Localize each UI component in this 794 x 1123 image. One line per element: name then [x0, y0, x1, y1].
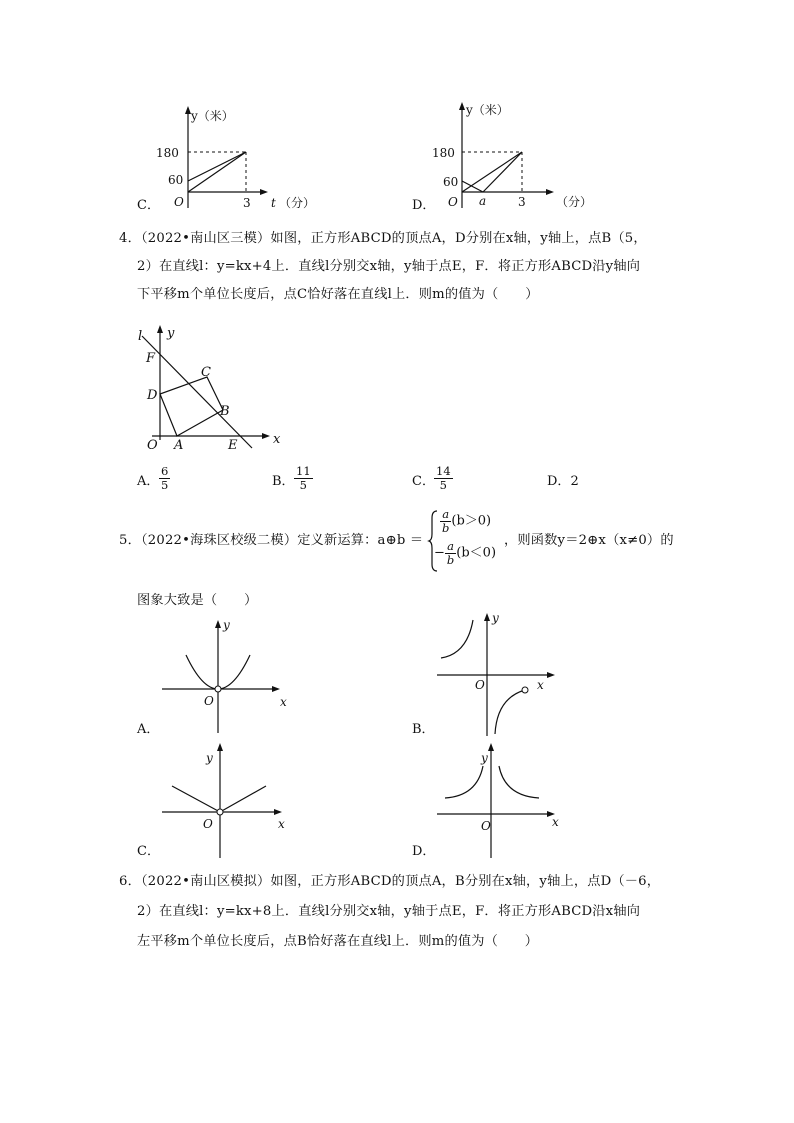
q5-suffix: ，则函数y＝2⊕x（x≠0）的	[504, 533, 674, 548]
label-y: y	[492, 611, 499, 625]
tick-a: a	[479, 194, 487, 208]
q4-option-d[interactable]: D．2	[547, 474, 579, 489]
label-A: A	[174, 438, 184, 453]
label-o: O	[475, 678, 485, 692]
q4-figure	[130, 322, 300, 452]
label-B: B	[220, 404, 230, 419]
option-letter: D．	[412, 198, 436, 213]
q5-prefix: 5．（2022•海珠区校级二模）定义新运算：a⊕b ＝	[119, 533, 424, 548]
q5-graph-a	[150, 615, 310, 735]
q5-option-b-letter[interactable]: B．	[412, 722, 435, 737]
q4-option-a-fraction: $\frac{6}{5}$	[161, 464, 169, 492]
q4-option-a[interactable]: A．	[137, 474, 160, 489]
tick-3: 3	[518, 195, 526, 209]
q5-graph-d	[425, 740, 595, 860]
label-y: y	[167, 326, 175, 341]
q5-graph-b	[425, 608, 585, 738]
label-y: y	[206, 751, 213, 765]
q4-option-c-fraction: $\frac{14}{5}$	[436, 464, 451, 492]
label-x: x	[552, 815, 559, 829]
label-O: O	[147, 438, 158, 453]
tick-60: 60	[443, 175, 459, 189]
label-o: O	[203, 817, 213, 831]
label-y: y	[481, 751, 488, 765]
x-unit-label: （分）	[556, 195, 593, 209]
q6-line-1: 6．（2022•南山区模拟）如图，正方形ABCD的顶点A，B分别在x轴，y轴上，点D（－6，	[119, 874, 661, 889]
q5-option-c-letter[interactable]: C．	[137, 844, 160, 859]
label-D: D	[147, 388, 158, 403]
x-axis-label: t	[271, 196, 276, 210]
q5-case-1: $\frac{a}{b}$ (b＞0)	[442, 507, 492, 535]
label-x: x	[537, 678, 544, 692]
label-o: O	[204, 694, 214, 708]
q5-case-2: − $\frac{a}{b}$ (b＜0)	[434, 539, 497, 567]
label-l: l	[138, 329, 143, 344]
q4-line-3: 下平移m个单位长度后，点C恰好落在直线l上．则m的值为（ ）	[137, 287, 539, 302]
y-axis-label: y（米）	[191, 109, 234, 123]
tick-60: 60	[168, 173, 184, 187]
q5-graph-c	[150, 740, 310, 860]
origin-label: O	[174, 195, 184, 209]
label-F: F	[146, 351, 156, 366]
q4-line-2: 2）在直线l：y=kx+4上．直线l分别交x轴，y轴于点E，F．将正方形ABCD沿y轴向	[137, 259, 641, 274]
label-x: x	[280, 695, 287, 709]
q5-line-2: 图象大致是（ ）	[137, 593, 258, 608]
q4-option-b[interactable]: B．	[272, 474, 295, 489]
label-C: C	[201, 365, 211, 380]
tick-180: 180	[432, 146, 455, 160]
y-axis-label: y（米）	[466, 103, 509, 117]
q4-option-c[interactable]: C．	[412, 474, 435, 489]
label-o: O	[481, 819, 491, 833]
tick-3: 3	[243, 196, 251, 210]
label-x: x	[278, 817, 285, 831]
label-y: y	[223, 618, 230, 632]
label-E: E	[228, 438, 238, 453]
label-x: x	[273, 432, 281, 447]
origin-label: O	[448, 195, 458, 209]
q6-line-3: 左平移m个单位长度后，点B恰好落在直线l上．则m的值为（ ）	[137, 934, 539, 949]
q4-option-b-fraction: $\frac{11}{5}$	[296, 464, 311, 492]
q5-option-a-letter[interactable]: A．	[137, 722, 160, 737]
q6-line-2: 2）在直线l：y=kx+8上．直线l分别交x轴，y轴于点E，F．将正方形ABCD沿x轴向	[137, 904, 641, 919]
q4-line-1: 4．（2022•南山区三模）如图，正方形ABCD的顶点A，D分别在x轴，y轴上，点B（5，	[119, 231, 647, 246]
q3-graph-d	[0, 100, 593, 220]
x-unit-label: （分）	[279, 196, 316, 210]
q5-option-d-letter[interactable]: D．	[412, 844, 436, 859]
option-letter: C．	[137, 198, 160, 213]
tick-180: 180	[156, 146, 179, 160]
